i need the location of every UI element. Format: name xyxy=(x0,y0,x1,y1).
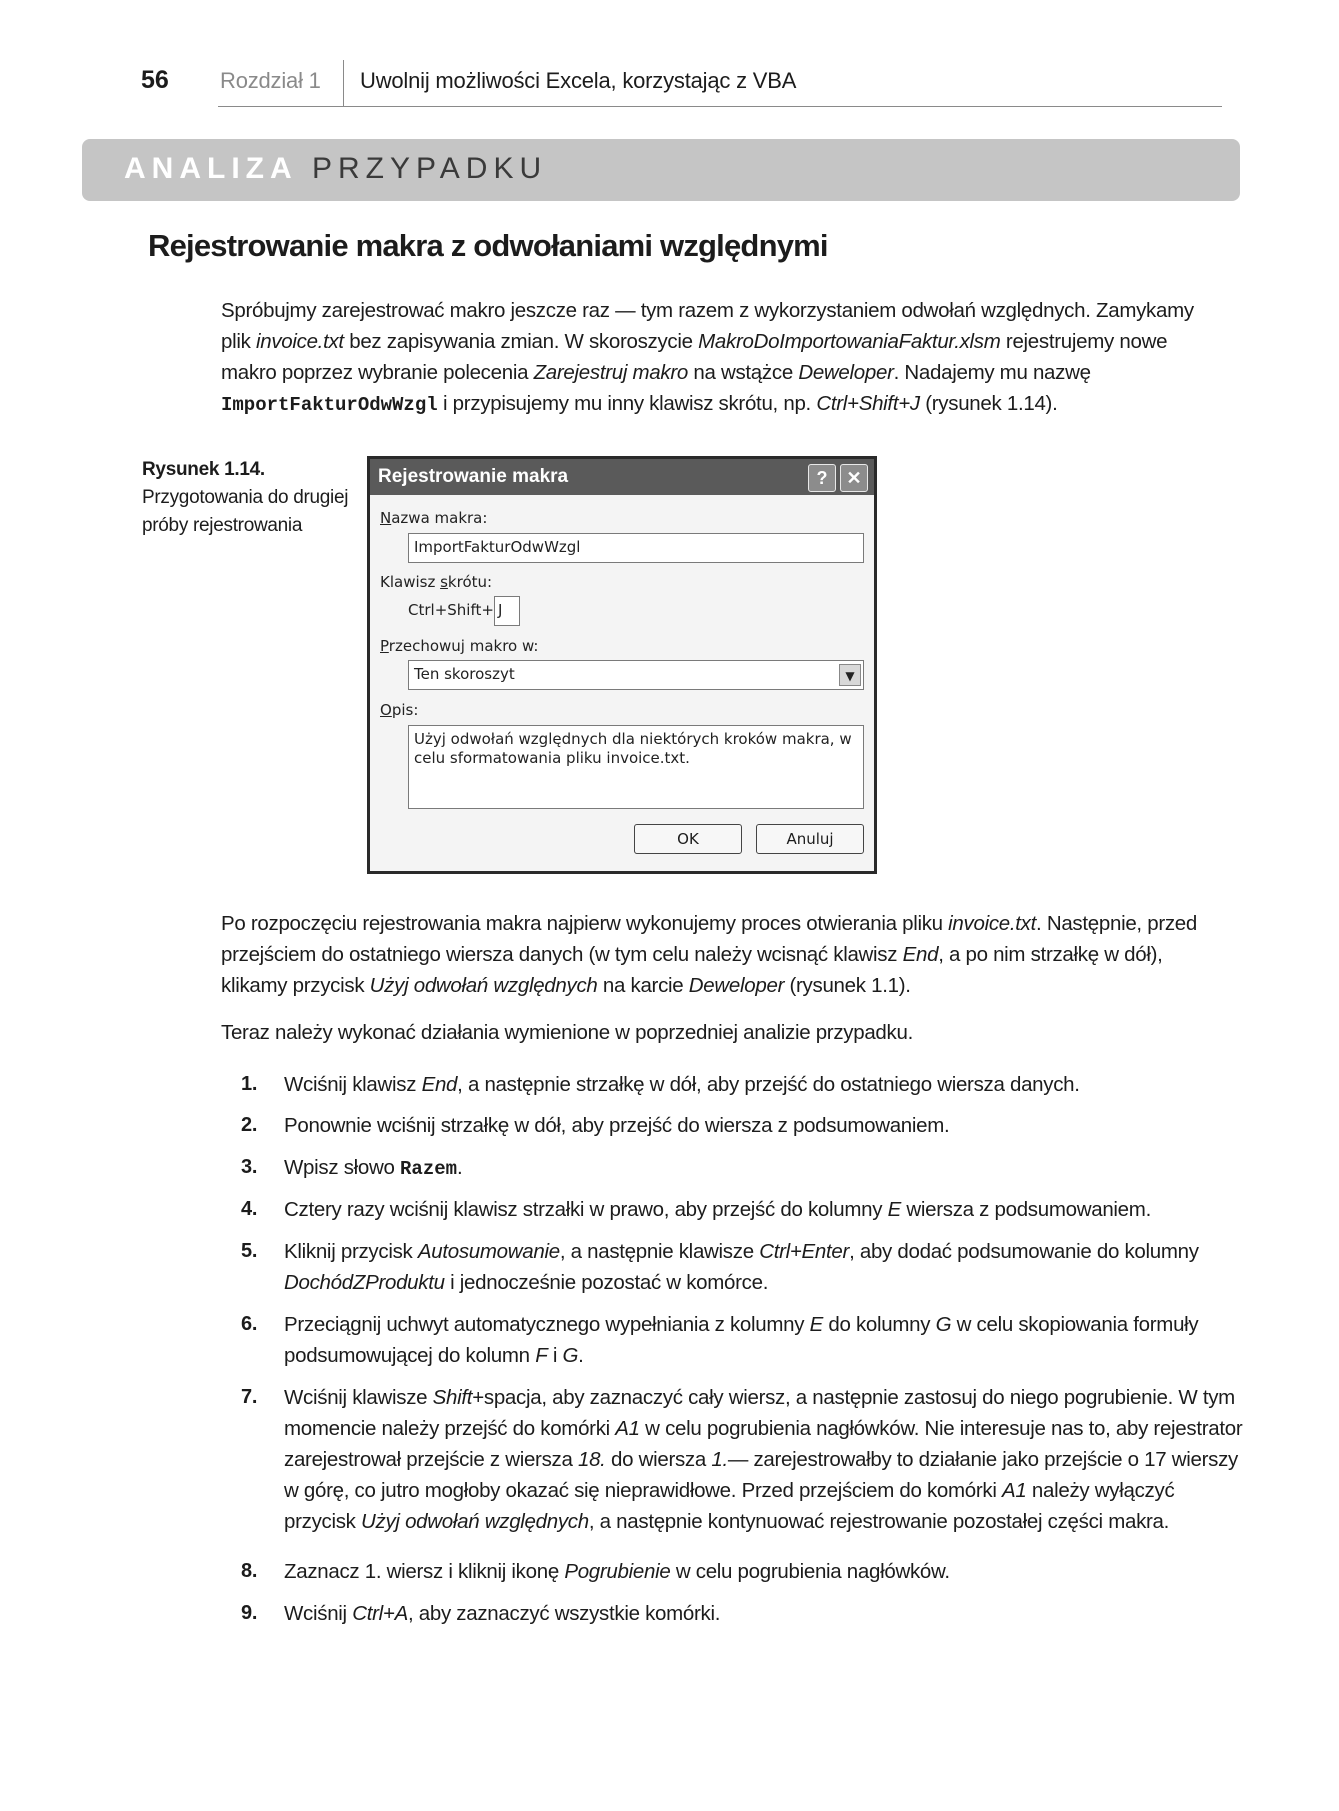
figure-number: Rysunek 1.14. xyxy=(142,459,265,480)
chapter-label: Rozdział 1 xyxy=(220,68,321,93)
description-textarea[interactable]: Użyj odwołań względnych dla niektórych kroków makra, w celu sformatowania pliku invoice.txt. xyxy=(408,725,864,809)
help-button[interactable]: ? xyxy=(808,464,836,492)
ok-button[interactable]: OK xyxy=(634,824,742,854)
header-divider xyxy=(343,60,344,106)
case-study-banner-text xyxy=(124,152,547,186)
chevron-down-icon[interactable]: ▼ xyxy=(839,664,861,686)
header-rule xyxy=(218,106,1222,107)
banner-word-2: PRZYPADKU xyxy=(312,152,548,185)
paragraph-3: Teraz należy wykonać działania wymienione w poprzedniej analizie przypadku. xyxy=(221,1021,913,1044)
shortcut-key-input[interactable]: J xyxy=(494,596,520,626)
record-macro-dialog xyxy=(367,456,877,874)
shortcut-label: Klawisz skrótu: xyxy=(380,573,493,591)
banner-word-1: ANALIZA xyxy=(124,152,298,185)
close-button[interactable]: ✕ xyxy=(840,464,868,492)
dialog-titlebar xyxy=(370,459,874,495)
shortcut-prefix: Ctrl+Shift+ xyxy=(408,601,494,619)
figure-caption-text: Przygotowania do drugiej próby rejestrowania xyxy=(142,487,349,536)
figure-caption xyxy=(142,456,352,540)
dialog-title: Rejestrowanie makra xyxy=(378,466,569,487)
section-title: Rejestrowanie makra z odwołaniami względnymi xyxy=(148,228,828,263)
macro-name-input[interactable]: ImportFakturOdwWzgl xyxy=(408,533,864,563)
book-title: Uwolnij możliwości Excela, korzystając z VBA xyxy=(360,68,797,93)
intro-paragraph: Spróbujmy zarejestrować makro jeszcze raz — tym razem z wykorzystaniem odwołań względnych. Zamykamy plik invoice.txt bez zapisywania zmian. W skoroszycie MakroDoImportowaniaFaktur.xlsm rejestrujemy nowe makro poprzez wybranie polecenia Zarejestruj makro na wstążce Deweloper. Nadajemy mu nazwę ImportFakturOdwWzgl i przypisujemy mu inny klawisz skrótu, np. Ctrl+Shift+J (rysunek 1.14). xyxy=(221,299,1194,416)
page-number: 56 xyxy=(141,66,169,94)
cancel-button[interactable]: Anuluj xyxy=(756,824,864,854)
paragraph-2: Po rozpoczęciu rejestrowania makra najpierw wykonujemy proces otwierania pliku invoice.txt. Następnie, przed przejściem do ostatniego wiersza danych (w tym celu należy wcisnąć klawisz End, a po nim strzałkę w dół), klikamy przycisk Użyj odwołań względnych na karcie Deweloper (rysunek 1.1). xyxy=(221,912,1198,997)
store-macro-select[interactable] xyxy=(408,660,864,690)
store-macro-value: Ten skoroszyt xyxy=(414,665,515,683)
description-label: Opis: xyxy=(380,701,419,719)
store-macro-label: Przechowuj makro w: xyxy=(380,637,539,655)
macro-name-label: Nazwa makra: xyxy=(380,509,488,527)
